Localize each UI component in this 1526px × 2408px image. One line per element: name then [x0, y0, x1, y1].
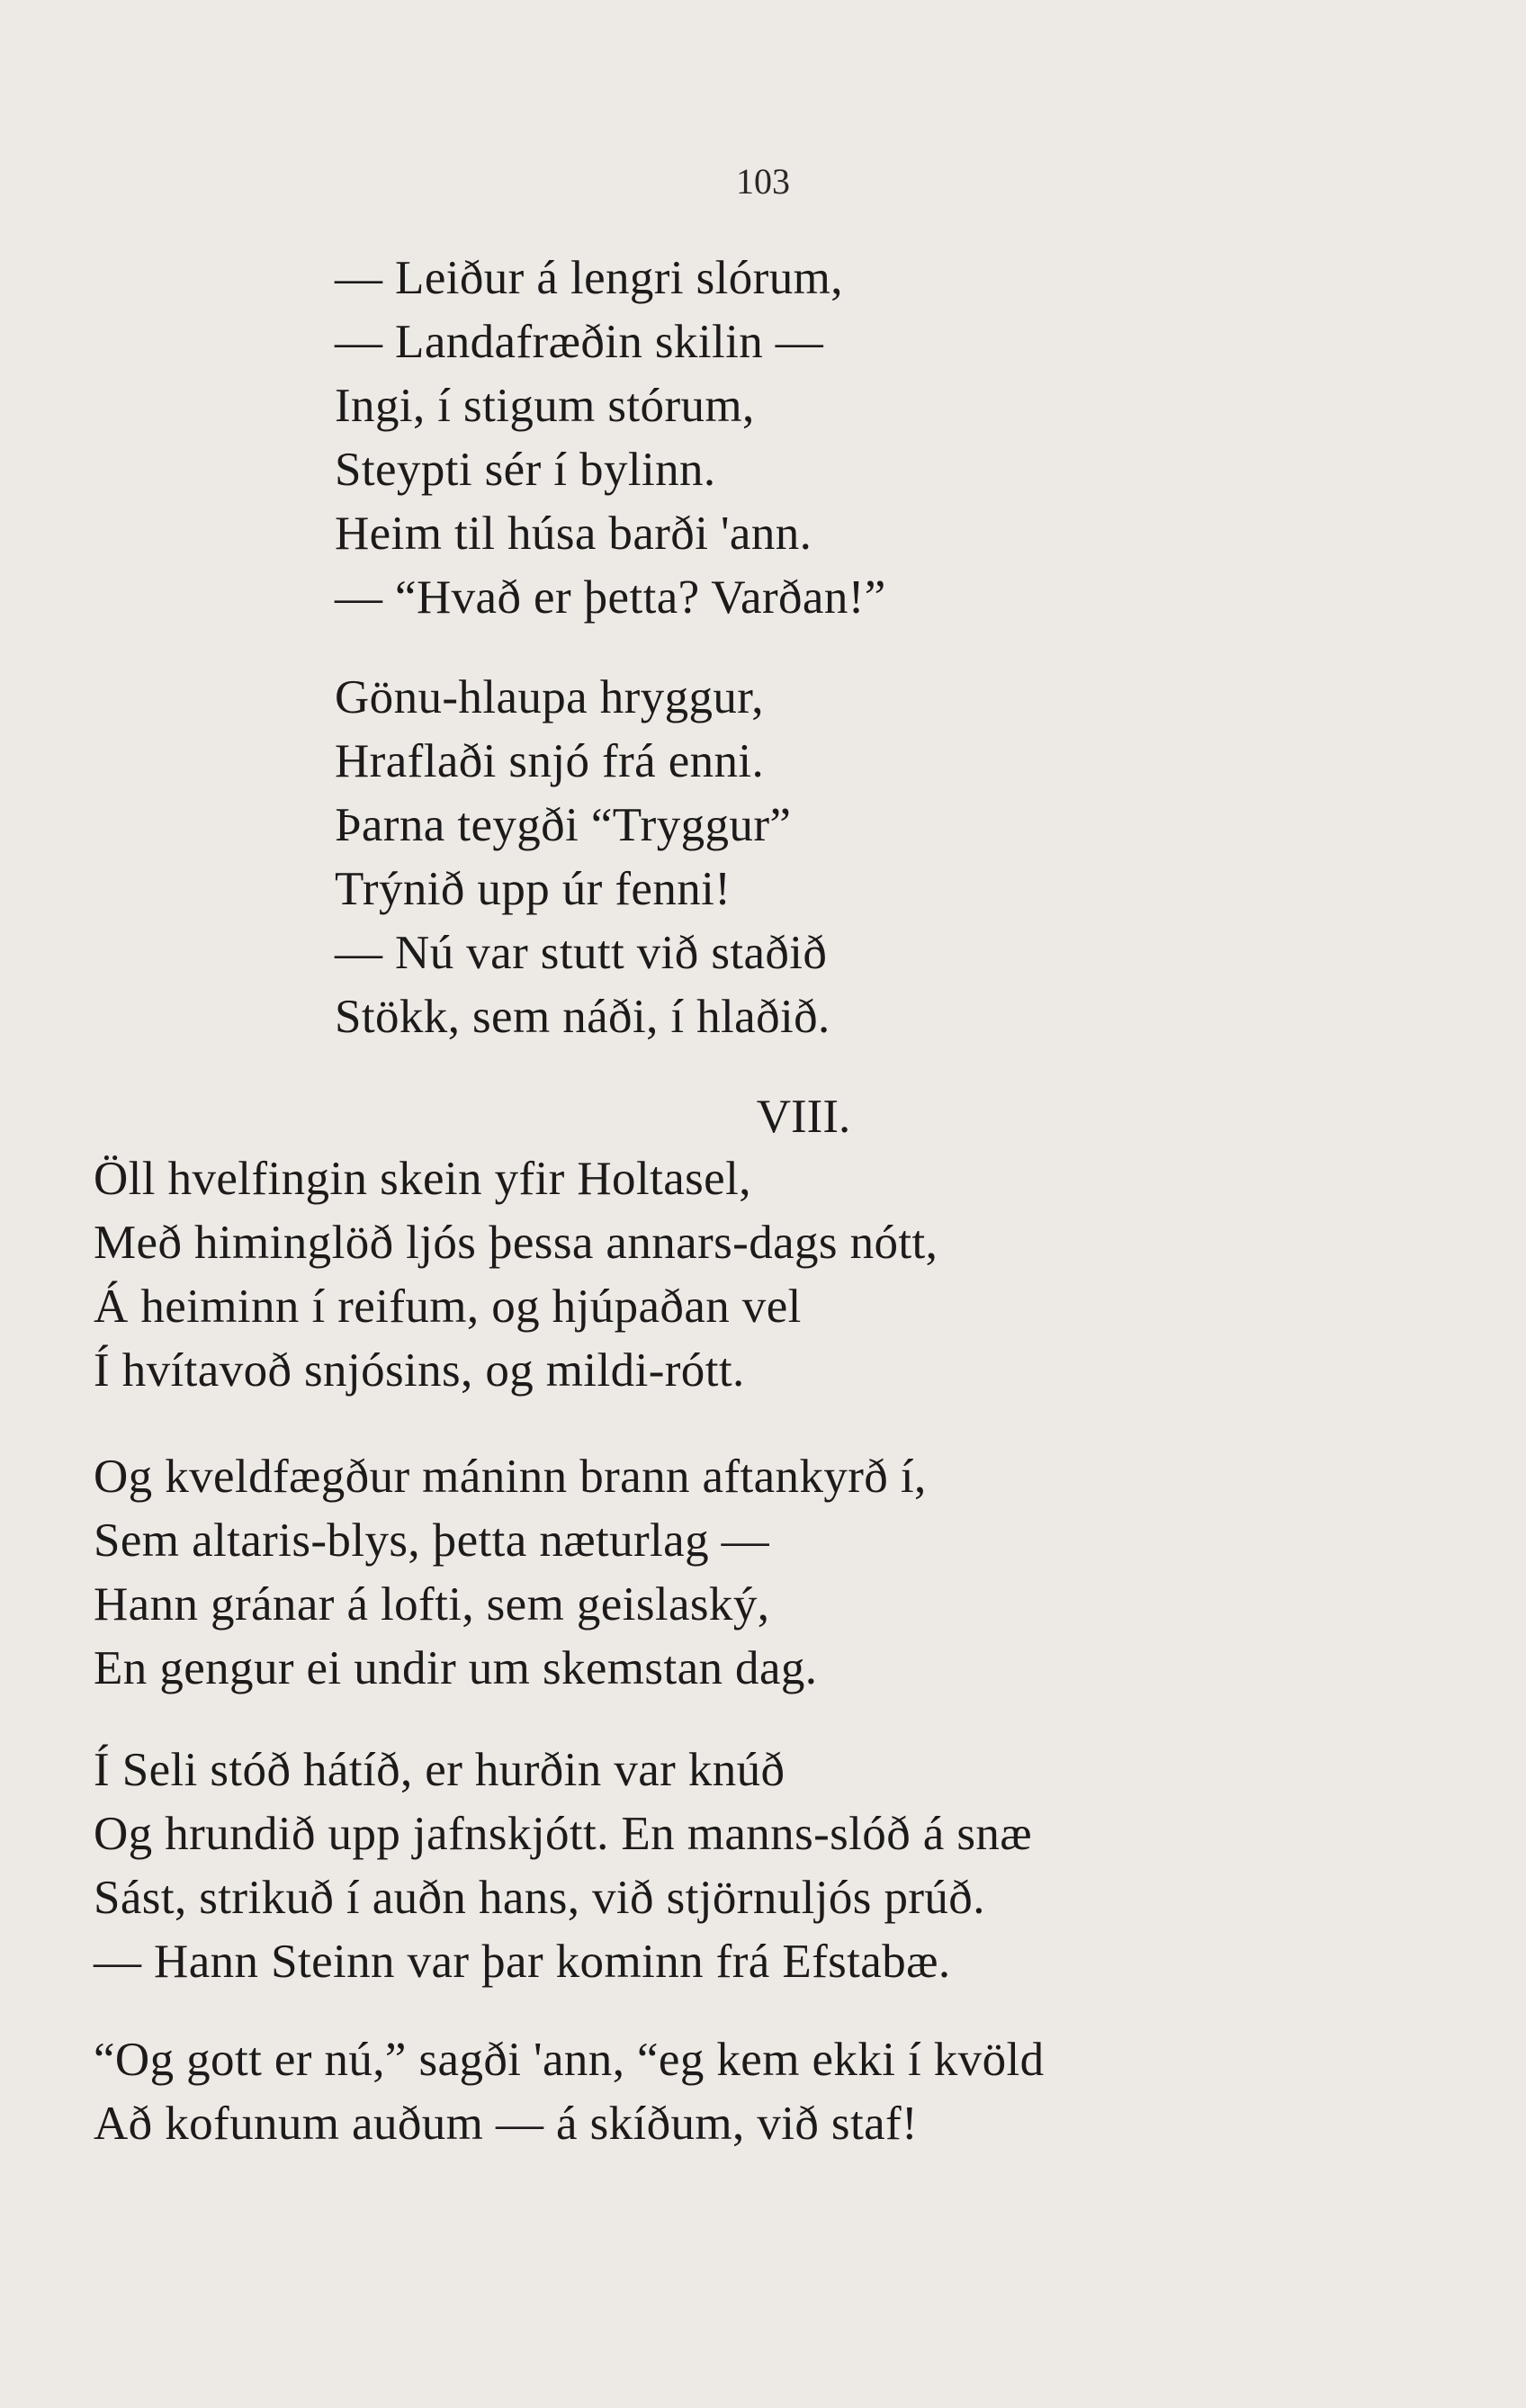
poem-line: Í Seli stóð hátíð, er hurðin var knúð: [94, 1744, 785, 1796]
poem-line: Heim til húsa barði 'ann.: [335, 508, 812, 560]
page-number: 103: [736, 161, 790, 202]
stanza-5: [94, 1739, 1461, 1994]
poem-line: Gönu-hlaupa hryggur,: [335, 671, 764, 723]
poem-line: — Nú var stutt við staðið: [335, 927, 828, 979]
section-heading: VIII.: [756, 1091, 851, 1143]
poem-line: Í hvítavoð snjósins, og mildi-rótt.: [94, 1344, 745, 1397]
poem-line: Þarna teygði “Tryggur”: [335, 799, 792, 851]
poem-line: Sást, strikuð í auðn hans, við stjörnuljós prúð.: [94, 1872, 985, 1924]
stanza-4: [94, 1445, 1461, 1701]
poem-line: Trýnið upp úr fenni!: [335, 863, 732, 915]
poem-line: Og hrundið upp jafnskjótt. En manns-slóð á snæ: [94, 1808, 1032, 1860]
poem-line: Hann gránar á lofti, sem geislaský,: [94, 1578, 770, 1631]
poem-line: Ingi, í stigum stórum,: [335, 380, 755, 432]
poem-line: En gengur ei undir um skemstan dag.: [94, 1642, 818, 1694]
poem-line: — Leiður á lengri slórum,: [335, 252, 843, 304]
poem-line: — Landafræðin skilin —: [335, 316, 824, 368]
poem-line: Að kofunum auðum — á skíðum, við staf!: [94, 2098, 919, 2150]
poem-line: Og kveldfægður máninn brann aftankyrð í,: [94, 1451, 927, 1503]
poem-line: Öll hvelfingin skein yfir Holtasel,: [94, 1153, 751, 1205]
poem-line: Steypti sér í bylinn.: [335, 444, 716, 496]
poem-line: “Og gott er nú,” sagði 'ann, “eg kem ekki í kvöld: [94, 2034, 1045, 2086]
stanza-3: [94, 1147, 1461, 1403]
poem-line: — Hann Steinn var þar kominn frá Efstabæ.: [94, 1936, 951, 1988]
poem-line: Á heiminn í reifum, og hjúpaðan vel: [94, 1280, 802, 1333]
poem-line: Stökk, sem náði, í hlaðið.: [335, 991, 830, 1043]
stanza-1: [335, 247, 1414, 630]
poem-line: — “Hvað er þetta? Varðan!”: [335, 571, 886, 624]
poem-line: Með himinglöð ljós þessa annars-dags nótt,: [94, 1217, 938, 1269]
poem-line: Sem altaris-blys, þetta næturlag —: [94, 1514, 770, 1567]
stanza-2: [335, 666, 1414, 1049]
poem-line: Hraflaði snjó frá enni.: [335, 735, 765, 787]
stanza-6: [94, 2028, 1461, 2156]
